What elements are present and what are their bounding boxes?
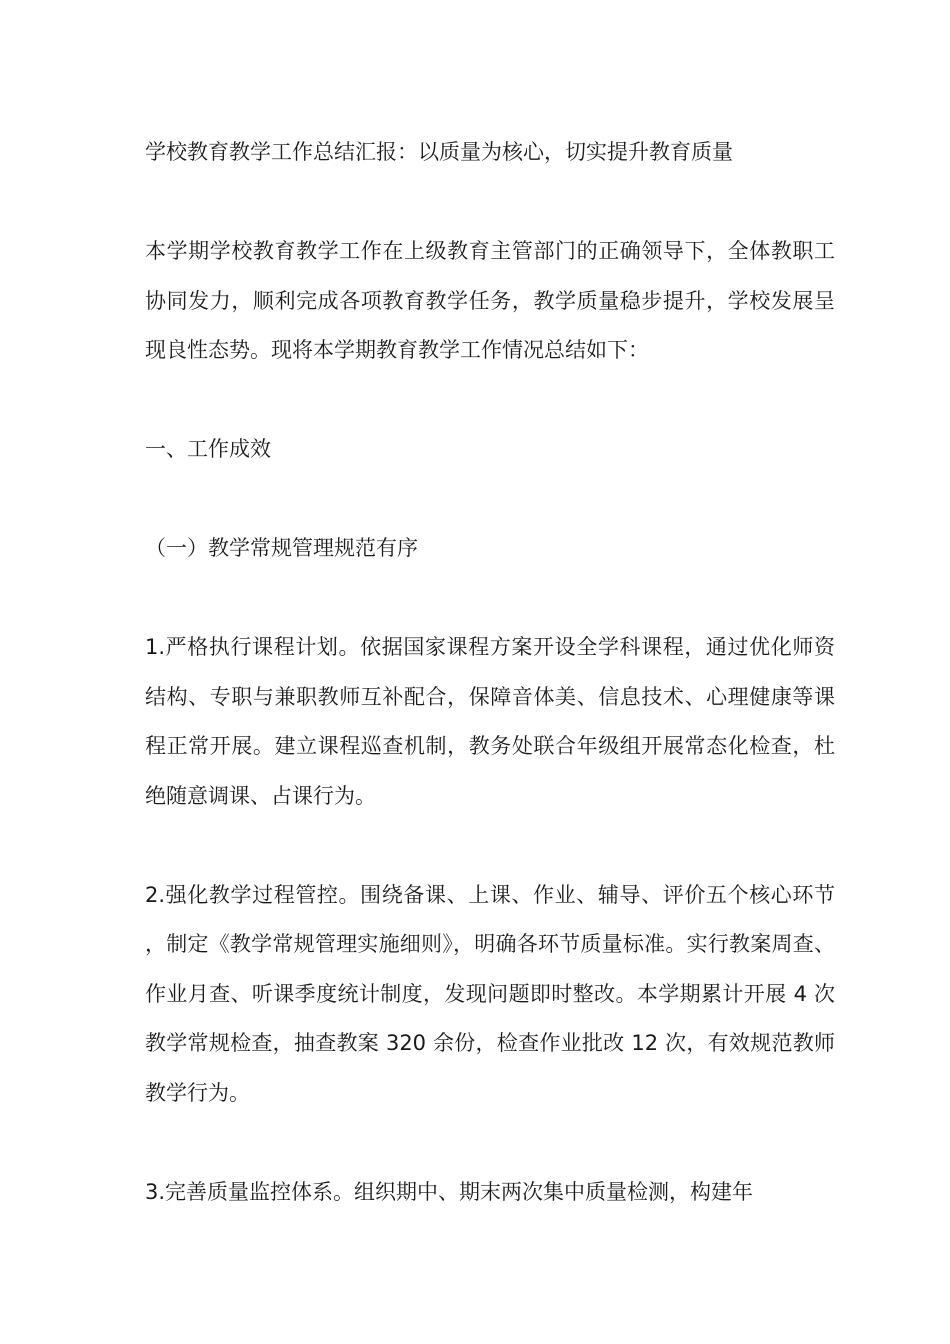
list-item-1: 1.严格执行课程计划。依据国家课程方案开设全学科课程，通过优化师资结构、专职与兼职教师互补配合，保障音体美、信息技术、心理健康等课程正常开展。建立课程巡查机制，教务处联合年级组开展常态化检查，杜绝随意调课、占课行为。 bbox=[145, 635, 835, 808]
list-item-3: 3.完善质量监控体系。组织期中、期末两次集中质量检测，构建年 bbox=[145, 1179, 754, 1204]
list-item-2: 2.强化教学过程管控。围绕备课、上课、作业、辅导、评价五个核心环节，制定《教学常规管理实施细则》，明确各环节质量标准。实行教案周查、作业月查、听课季度统计制度，发现问题即时整改。本学期累计开展 4 次教学常规检查，抽查教案 320 余份，检查作业批改 12 次，有效规范教师教学行为。 bbox=[145, 882, 835, 1105]
subsection-heading: （一）教学常规管理规范有序 bbox=[145, 536, 418, 560]
intro-paragraph: 本学期学校教育教学工作在上级教育主管部门的正确领导下，全体教职工协同发力，顺利完成各项教育教学任务，教学质量稳步提升，学校发展呈现良性态势。现将本学期教育教学工作情况总结如下： bbox=[145, 239, 835, 362]
document-title: 学校教育教学工作总结汇报：以质量为核心，切实提升教育质量 bbox=[145, 140, 733, 164]
section-heading: 一、工作成效 bbox=[145, 437, 271, 461]
document-body bbox=[145, 128, 835, 1217]
